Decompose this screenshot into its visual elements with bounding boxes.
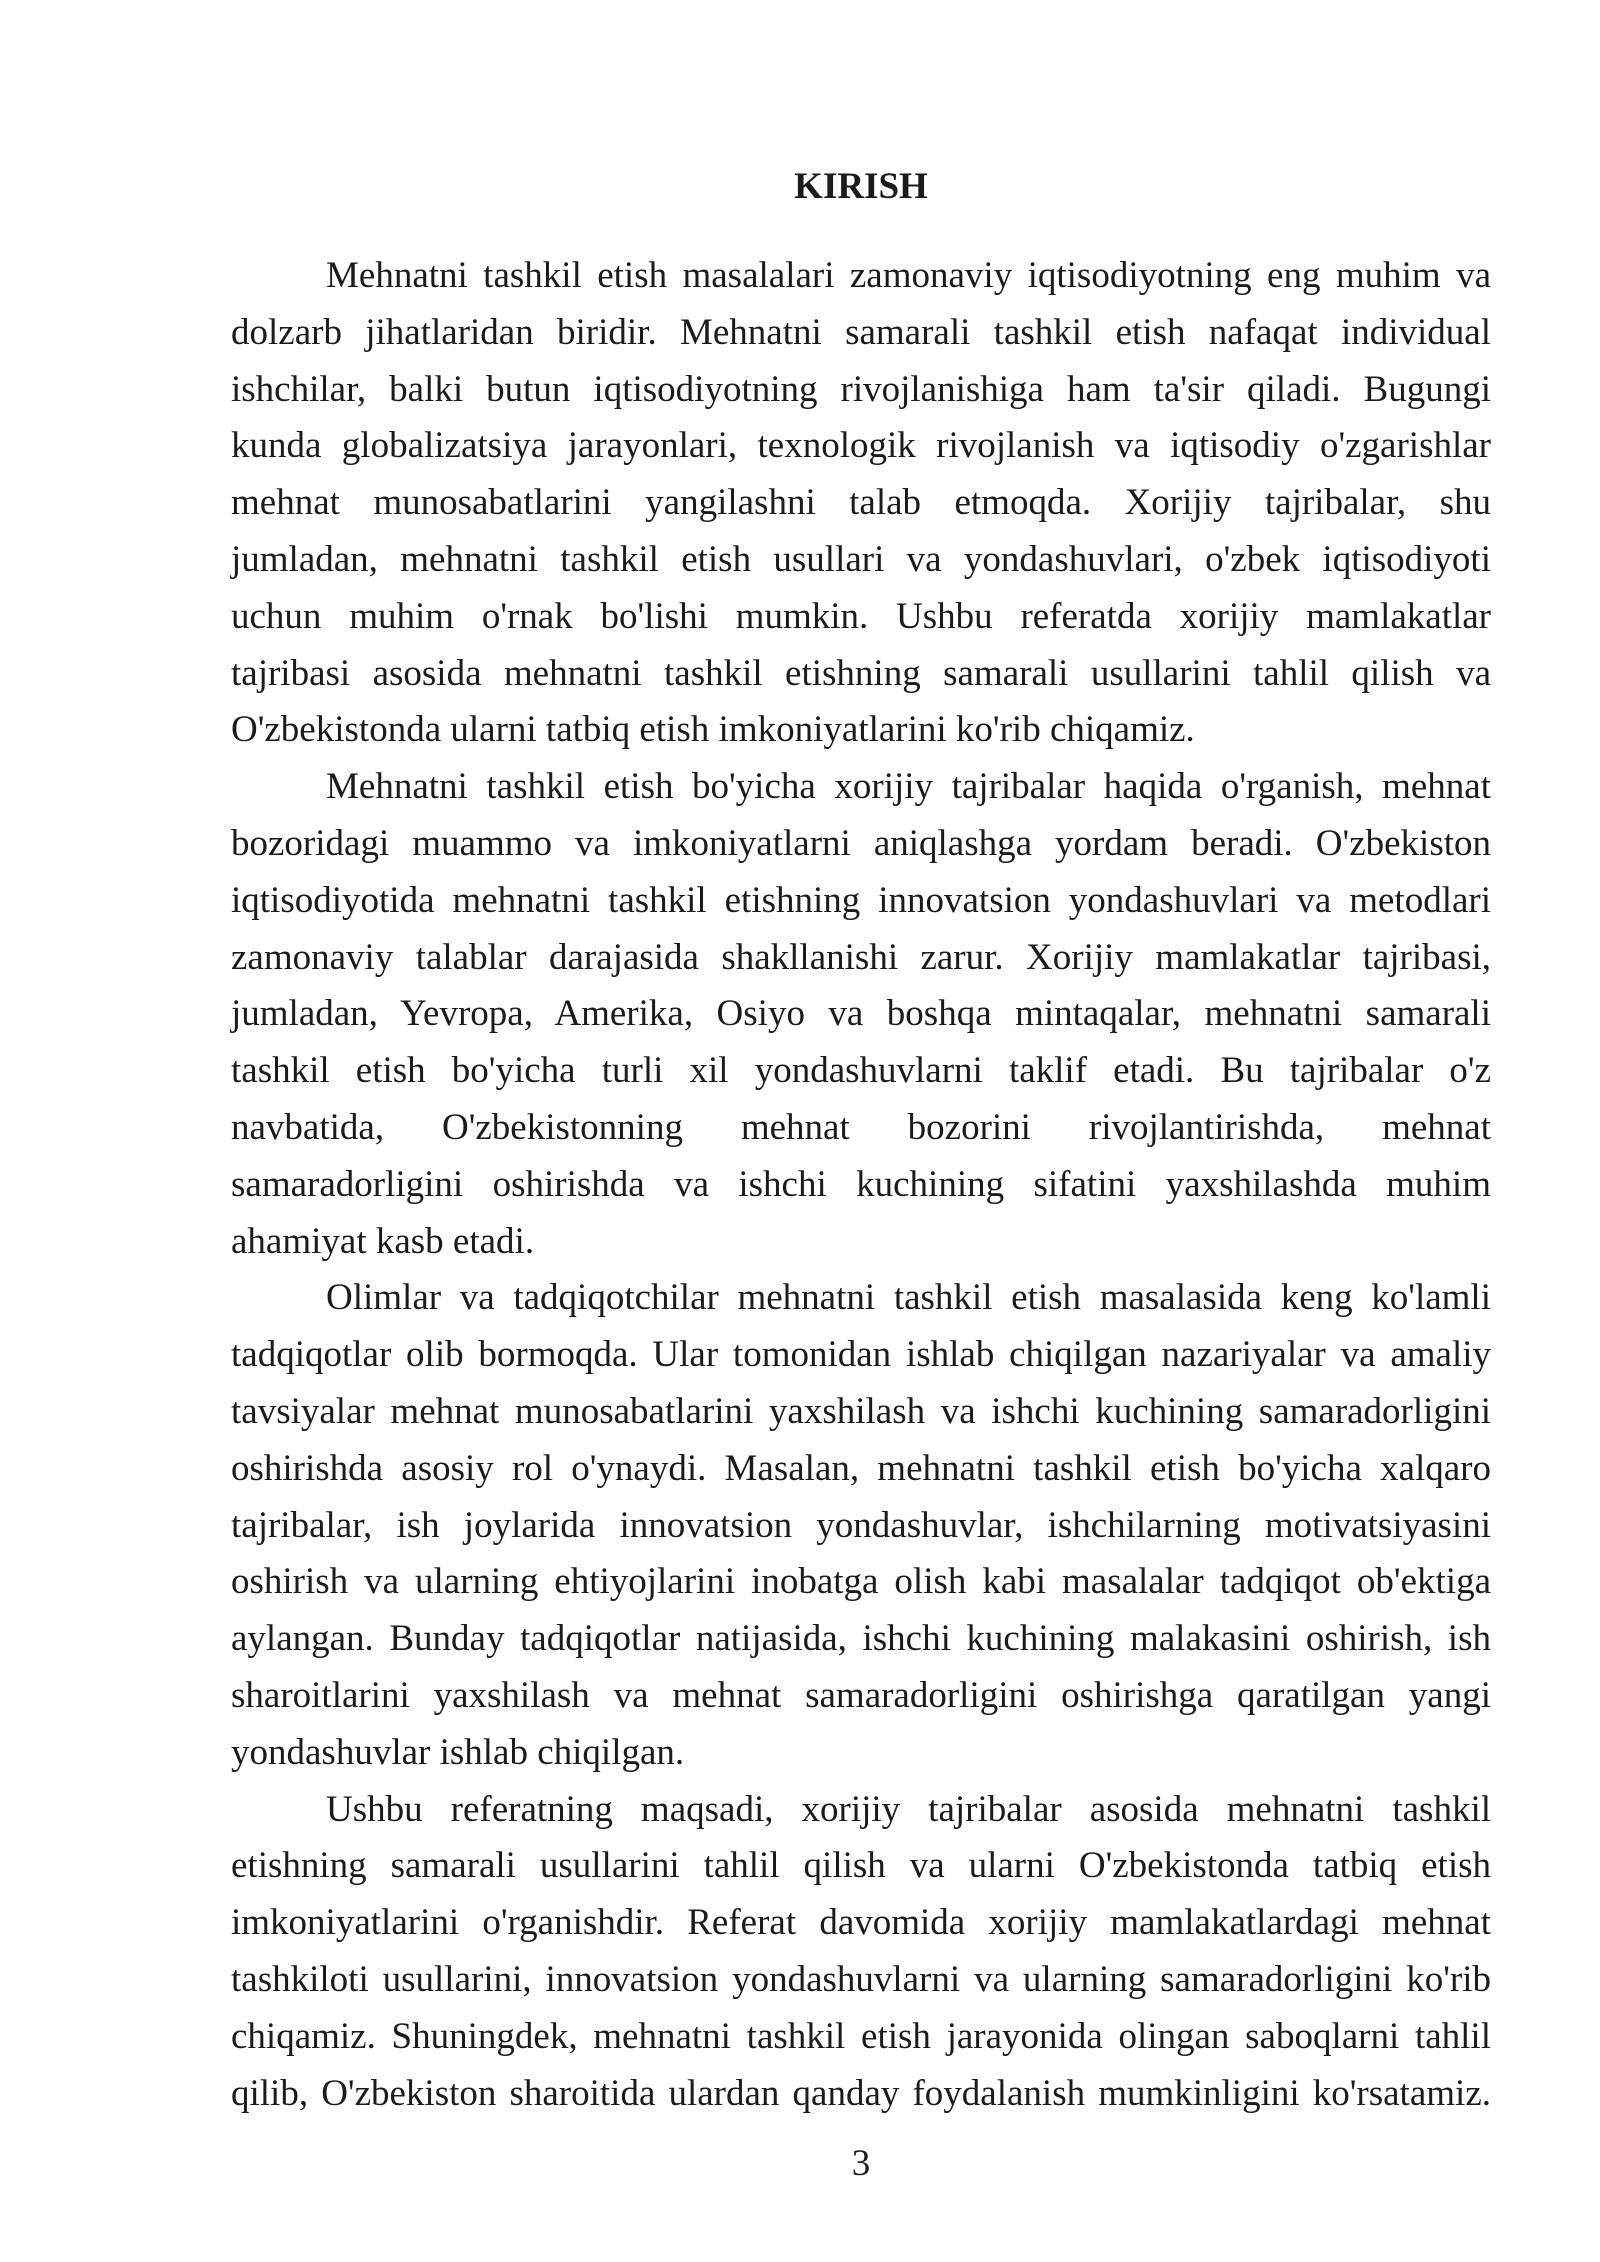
text-line: Mehnatni tashkil etish bo'yicha xorijiy tajribalar haqida o'rganish, mehnat bbox=[326, 766, 1491, 808]
text-line: tajribalar, ish joylarida innovatsion yondashuvlar, ishchilarning motivatsiyasini bbox=[231, 1504, 1491, 1546]
paragraph-3 bbox=[231, 1270, 1491, 1781]
text-line: Olimlar va tadqiqotchilar mehnatni tashkil etish masalasida keng ko'lamli bbox=[326, 1277, 1491, 1319]
text-line: imkoniyatlarini o'rganishdir. Referat davomida xorijiy mamlakatlardagi mehnat bbox=[231, 1902, 1491, 1944]
text-line: qilib, O'zbekiston sharoitida ulardan qanday foydalanish mumkinligini ko'rsatamiz. bbox=[231, 2072, 1491, 2114]
text-line: chiqamiz. Shuningdek, mehnatni tashkil etish jarayonida olingan saboqlarni tahlil bbox=[231, 2015, 1491, 2057]
paragraph-1 bbox=[231, 248, 1491, 759]
text-line: tashkil etish bo'yicha turli xil yondashuvlarni taklif etadi. Bu tajribalar o'z bbox=[231, 1050, 1491, 1092]
text-line: yondashuvlar ishlab chiqilgan. bbox=[231, 1731, 685, 1773]
page-number: 3 bbox=[851, 2143, 871, 2184]
text-line: aylangan. Bunday tadqiqotlar natijasida, ishchi kuchining malakasini oshirish, ish bbox=[231, 1618, 1491, 1660]
text-line: navbatida, O'zbekistonning mehnat bozorini rivojlantirishda, mehnat bbox=[231, 1106, 1491, 1148]
page-title: KIRISH bbox=[794, 166, 928, 207]
text-line: samaradorligini oshirishda va ishchi kuchining sifatini yaxshilashda muhim bbox=[231, 1163, 1491, 1205]
text-line: kunda globalizatsiya jarayonlari, texnologik rivojlanish va iqtisodiy o'zgarishlar bbox=[231, 425, 1491, 467]
text-line: Mehnatni tashkil etish masalalari zamonaviy iqtisodiyotning eng muhim va bbox=[326, 255, 1491, 296]
text-line: ahamiyat kasb etadi. bbox=[231, 1220, 535, 1262]
text-line: ishchilar, balki butun iqtisodiyotning rivojlanishiga ham ta'sir qiladi. Bugungi bbox=[231, 368, 1491, 410]
text-line: dolzarb jihatlaridan biridir. Mehnatni samarali tashkil etish nafaqat individual bbox=[231, 311, 1491, 353]
text-line: tashkiloti usullarini, innovatsion yondashuvlarni va ularning samaradorligini ko'rib bbox=[231, 1958, 1491, 2000]
text-line: tajribasi asosida mehnatni tashkil etishning samarali usullarini tahlil qilish va bbox=[231, 652, 1491, 694]
text-line: jumladan, Yevropa, Amerika, Osiyo va boshqa mintaqalar, mehnatni samarali bbox=[231, 993, 1491, 1035]
text-line: iqtisodiyotida mehnatni tashkil etishning innovatsion yondashuvlari va metodlari bbox=[231, 879, 1491, 921]
text-line: sharoitlarini yaxshilash va mehnat samaradorligini oshirishga qaratilgan yangi bbox=[231, 1674, 1491, 1716]
text-line: jumladan, mehnatni tashkil etish usullari va yondashuvlari, o'zbek iqtisodiyoti bbox=[231, 538, 1491, 580]
text-line: bozoridagi muammo va imkoniyatlarni aniqlashga yordam beradi. O'zbekiston bbox=[231, 822, 1491, 864]
text-line: O'zbekistonda ularni tatbiq etish imkoniyatlarini ko'rib chiqamiz. bbox=[231, 709, 1195, 751]
text-line: Ushbu referatning maqsadi, xorijiy tajribalar asosida mehnatni tashkil bbox=[326, 1788, 1491, 1830]
paragraph-4 bbox=[231, 1782, 1491, 2123]
text-line: oshirish va ularning ehtiyojlarini inobatga olish kabi masalalar tadqiqot ob'ektiga bbox=[231, 1561, 1491, 1603]
text-line: mehnat munosabatlarini yangilashni talab etmoqda. Xorijiy tajribalar, shu bbox=[231, 482, 1491, 524]
text-line: zamonaviy talablar darajasida shakllanishi zarur. Xorijiy mamlakatlar tajribasi, bbox=[231, 936, 1491, 978]
text-line: tadqiqotlar olib bormoqda. Ular tomonidan ishlab chiqilgan nazariyalar va amaliy bbox=[231, 1334, 1491, 1376]
text-line: uchun muhim o'rnak bo'lishi mumkin. Ushbu referatda xorijiy mamlakatlar bbox=[231, 595, 1491, 637]
text-line: tavsiyalar mehnat munosabatlarini yaxshilash va ishchi kuchining samaradorligini bbox=[231, 1390, 1491, 1432]
text-line: etishning samarali usullarini tahlil qilish va ularni O'zbekistonda tatbiq etish bbox=[231, 1845, 1491, 1887]
body-text bbox=[231, 248, 1491, 2122]
paragraph-2 bbox=[231, 759, 1491, 1270]
text-line: oshirishda asosiy rol o'ynaydi. Masalan, mehnatni tashkil etish bo'yicha xalqaro bbox=[231, 1447, 1491, 1489]
